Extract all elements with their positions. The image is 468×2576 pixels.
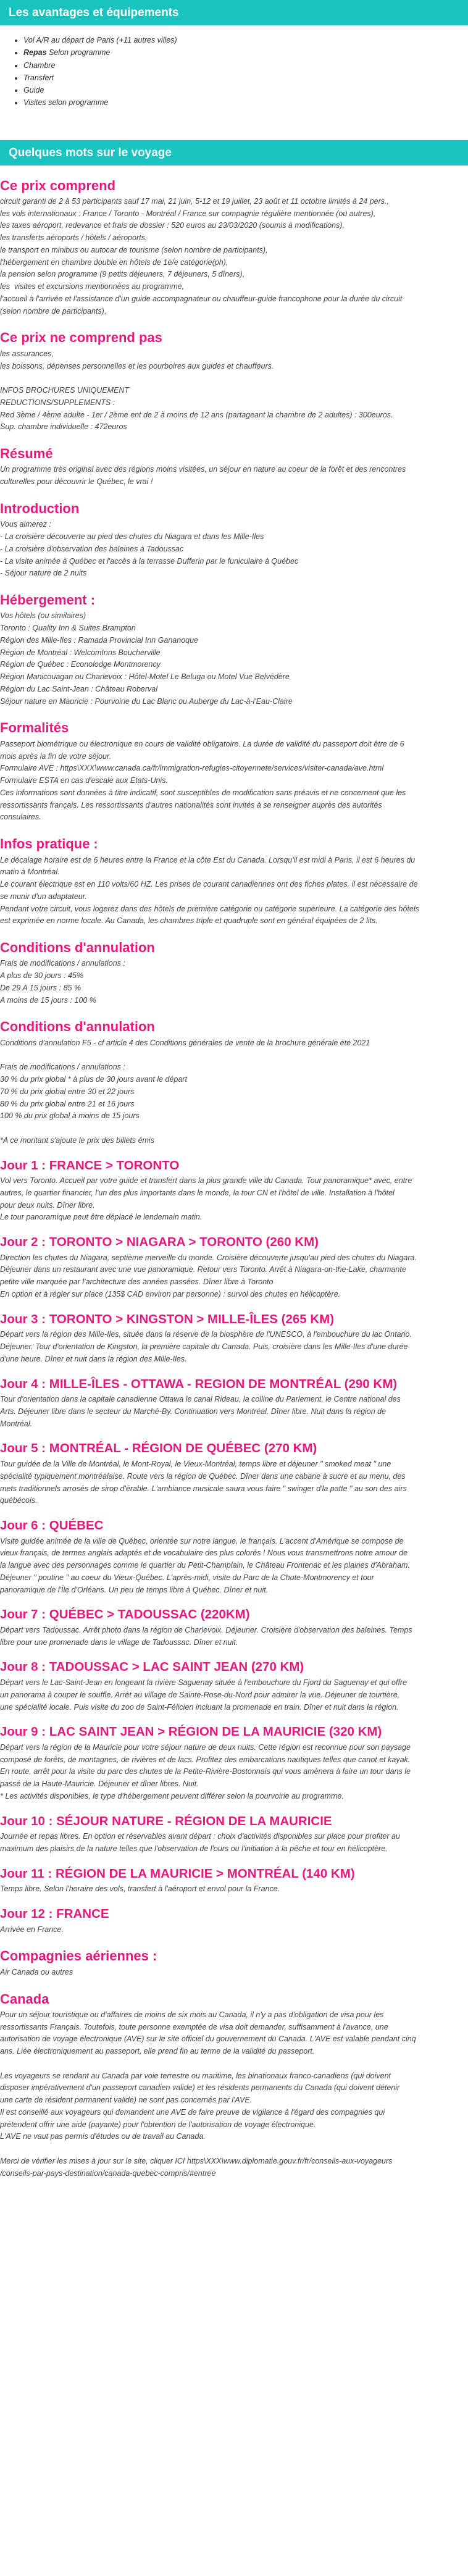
day-body: Direction les chutes du Niagara, septième merveille du monde. Croisière découverte jusqu'au pied des chutes du Niagara. Déjeuner dans un restaurant avec une vue panoramique. Retour vers Toronto. Arrêt à Niagara-on-the-Lake, charmante petite ville marquée par l'architecture des années passées. Dîner libre à Toronto En option et à régler sur place (135$ CAD environ par personne) : survol des chutes en hélicoptère. bbox=[0, 1253, 417, 1298]
advantage-item-bold: Repas bbox=[23, 48, 47, 57]
day-body: Départ vers la région de la Mauricie pour votre séjour nature de deux nuits. Cette région est reconnue pour son paysage composé de forêts, de montagnes, de rivières et de lacs. Profitez des embarcations nautiques telles que canot et kayak. En route, arrêt pour la visite du parc des chutes de la Petite-Rivière-Bostonnais qui vous amènera à faire un tour dans le passé de la Haute-Mauricie. Déjeuner et dîner libres. Nuit. * Les activités disponibles, le type d'hébergement peuvent différer selon la pourvoirie au programme. bbox=[0, 1742, 411, 1800]
section-body: Conditions d'annulation F5 - cf article 4 des Conditions générales de vente de la brochure générale été 2021 Frais de modifications / annulations : 30 % du prix global * à plus de 30 jours avant le départ 70 % du prix global entre 30 et 22 jours 80 % du prix global entre 21 et 16 jours 100 % du prix global à moins de 15 jours *A ce montant s'ajoute le prix des billets émis bbox=[0, 1038, 370, 1145]
day-body: Tour d'orientation dans la capitale canadienne Ottawa le canal Rideau, la colline du Parlement, le Centre national des Arts. Déjeuner libre dans le secteur du Marché-By. Continuation vers Montréal. Dîner libre. Nuit dans la région de Montréal. bbox=[0, 1395, 401, 1428]
day-body: Vol vers Toronto. Accueil par votre guide et transfert dans la plus grande ville du Canada. Tour panoramique* avec, entre autres, le quartier financier, l'un des plus importants dans le monde, la tour CN et l'hôtel de ville. Installation à l'hôtel pour deux nuits. Dîner libre. Le tour panoramique peut être déplacé le lendemain matin. bbox=[0, 1176, 412, 1222]
section-body: Air Canada ou autres bbox=[0, 1967, 73, 1976]
advantage-item-text: Chambre bbox=[23, 61, 56, 70]
section-body: Vous aimerez : - La croisière découverte au pied des chutes du Niagara et dans les Mille-Iles - La croisière d'observation des baleines à Tadoussac - La visite animée à Québec et l'accès à la terrasse Dufferin par le funiculaire à Québec - Séjour nature de 2 nuits bbox=[0, 520, 299, 578]
advantages-banner: Les avantages et équipements bbox=[0, 0, 468, 25]
advantage-item-text: Visites selon programme bbox=[23, 98, 109, 107]
advantage-item-text: Vol A/R au départ de Paris (+11 autres villes) bbox=[23, 36, 177, 45]
day-heading: Jour 7 : QUÉBEC > TADOUSSAC (220KM) bbox=[0, 1607, 250, 1622]
day-body: Journée et repas libres. En option et réservables avant départ : choix d'activités disponibles sur place pour profiter au maximum des plaisirs de la nature telles que l'observation de l'ours ou l'initiation à la pêche et tour en hélicoptère. bbox=[0, 1832, 400, 1853]
section-body: Le décalage horaire est de 6 heures entre la France et la côte Est du Canada. Lorsqu'il est midi à Paris, il est 6 heures du matin à Montréal. Le courant électrique est en 110 volts/60 HZ. Les prises de courant canadiennes ont des fiches plates, il est nécessaire de se munir d'un adaptateur. Pendant votre circuit, vous logerez dans des hôtels de première catégorie ou catégorie supérieure. La catégorie des hôtels est exprimée en norme locale. Au Canada, les chambres triple et quadruple sont en général équipées de 2 lits. bbox=[0, 855, 419, 926]
section-heading: Canada bbox=[0, 1991, 49, 2007]
section-body: Passeport biométrique ou électronique en cours de validité obligatoire. La durée de validité du passeport doit être de 6 mois après la fin de votre séjour. Formulaire AVE : https\XXX\www.canada.ca/fr/immigration-refugies-citoyennete/services/visiter-canada/ave.html Formulaire ESTA en cas d'escale aux Etats-Unis. Ces informations sont données à titre indicatif, sont susceptibles de modification sans préavis et ne concernent que les ressortissants français. Les ressortissants d'autres nationalités sont invités à se renseigner auprès des autorités consulaires. bbox=[0, 739, 406, 822]
section-heading: Formalités bbox=[0, 720, 69, 736]
day-heading: Jour 6 : QUÉBEC bbox=[0, 1518, 104, 1533]
day-body: Arrivée en France. bbox=[0, 1925, 64, 1934]
advantage-item bbox=[23, 59, 468, 72]
day-heading: Jour 4 : MILLE-ÎLES - OTTAWA - REGION DE MONTRÉAL (290 KM) bbox=[0, 1376, 398, 1391]
section-body: Vos hôtels (ou similaires) Toronto : Quality Inn & Suites Brampton Région des Mille-Iles : Ramada Provincial Inn Gananoque Région de Montréal : WelcomInns Boucherville Région de Québec : Econolodge Montmorency Région Manicouagan ou Charlevoix : Hôtel-Motel Le Beluga ou Motel Vue Belvédère Région du Lac Saint-Jean : Château Roberval Séjour nature en Mauricie : Pourvoirie du Lac Blanc ou Auberge du Lac-à-l'Eau-Claire bbox=[0, 611, 293, 706]
about-banner: Quelques mots sur le voyage bbox=[0, 140, 468, 165]
day-heading: Jour 3 : TORONTO > KINGSTON > MILLE-ÎLES (265 KM) bbox=[0, 1311, 335, 1326]
advantage-item bbox=[23, 46, 468, 59]
day-body: Temps libre. Selon l'horaire des vols, transfert à l'aéroport et envol pour la France. bbox=[0, 1884, 280, 1894]
advantage-item bbox=[23, 84, 468, 96]
section-heading: Ce prix comprend bbox=[0, 177, 116, 193]
advantage-item bbox=[23, 34, 468, 46]
day-heading: Jour 10 : SÉJOUR NATURE - RÉGION DE LA MAURICIE bbox=[0, 1813, 332, 1828]
section-heading: Infos pratique : bbox=[0, 836, 98, 852]
day-body: Départ vers le Lac-Saint-Jean en longeant la rivière Saguenay située à l'embouchure du Fjord du Saguenay et qui offre un panorama à couper le souffle. Arrêt au village de Sainte-Rose-du-Nord pour admirer la vue. Déjeuner de tourtière, une spécialité locale. Puis visite du zoo de Saint-Félicien incluant la promenade en train. Dîner et nuit dans la région. bbox=[0, 1678, 407, 1712]
day-body: Départ vers la région des Mille-Iles, située dans la réserve de la biosphère de l'UNESCO, à l'embouchure du lac Ontario. Déjeuner. Tour d'orientation de Kingston, la première capitale du Canada. Puis, croisière dans les Mille-Iles d'une durée d'une heure. Dîner et nuit dans la région des Mille-Iles. bbox=[0, 1330, 412, 1363]
day-body: Tour guidée de la Ville de Montréal, le Mont-Royal, le Vieux-Montréal, temps libre et déjeuner " smoked meat " une spécialité typiquement montréalaise. Route vers la région de Québec. Dîner dans une cabane à sucre et au menu, des mets traditionnels arrosés de sirop d'érable. L'ambiance musicale saura vous faire " swinger d'la patte " au son des airs québécois. bbox=[0, 1460, 407, 1505]
section-body: Un programme très original avec des régions moins visitées, un séjour en nature au coeur de la forêt et des rencontres culturelles pour découvrir le Québec, le vrai ! bbox=[0, 465, 406, 487]
section-heading: Compagnies aériennes : bbox=[0, 1948, 157, 1964]
advantage-item bbox=[23, 96, 468, 109]
advantage-item-text: Guide bbox=[23, 86, 44, 95]
section-body: Pour un séjour touristique ou d'affaires de moins de six mois au Canada, il n'y a pas d'obligation de visa pour les ressortissants Français. Toutefois, toute personne exemptée de visa doit demander, suffisamment à l'avance, une autorisation de voyage électronique (AVE) sur le site officiel du gouvernement du Canada. L'AVE est valable pendant cinq ans. Liée électroniquement au passeport, elle prend fin au terme de la validité du passeport. Les voyageurs se rendant au Canada par voie terrestre ou maritime, les binationaux franco-canadiens (qui doivent disposer impérativement d'un passeport canadien valide) et les résidents permanents du Canada (qui doivent détenir une carte de résident permanent valide) ne sont pas concernés par l'AVE. Il est conseillé aux voyageurs qui demandent une AVE de faire preuve de vigilance à l'égard des compagnies qui prétendent offrir une aide (payante) pour l'obtention de l'autorisation de voyage électronique. L'AVE ne vaut pas permis d'études ou de travail au Canada. Merci de vérifier les mises à jour sur le site, cliquer ICI https\XXX\www.diplomatie.gouv.fr/fr/conseils-aux-voyageurs /conseils-par-pays-destination/canada-quebec-compris/#entree bbox=[0, 2010, 416, 2178]
advantage-item-text: Selon programme bbox=[46, 48, 111, 57]
section-body: Frais de modifications / annulations : A plus de 30 jours : 45% De 29 A 15 jours : 85 % A moins de 15 jours : 100 % bbox=[0, 959, 125, 1005]
section-body: les assurances, les boissons, dépenses personnelles et les pourboires aux guides et chauffeurs. INFOS BROCHURES UNIQUEMENT REDUCTIONS/SUPPLEMENTS : Red 3ème / 4ème adulte - 1er / 2ème ent de 2 à moins de 12 ans (partageant la chambre de 2 adultes) : 300euros. Sup. chambre individuelle : 472euros bbox=[0, 349, 393, 432]
day-heading: Jour 9 : LAC SAINT JEAN > RÉGION DE LA MAURICIE (320 KM) bbox=[0, 1725, 382, 1739]
section-heading: Conditions d'annulation bbox=[0, 1019, 155, 1035]
day-body: Départ vers Tadoussac. Arrêt photo dans la région de Charlevoix. Déjeuner. Croisière d'observation des baleines. Temps libre pour une promenade dans le village de Tadoussac. Dîner et nuit. bbox=[0, 1625, 412, 1647]
advantages-list bbox=[0, 25, 468, 115]
day-heading: Jour 5 : MONTRÉAL - RÉGION DE QUÉBEC (270 KM) bbox=[0, 1441, 317, 1456]
day-heading: Jour 11 : RÉGION DE LA MAURICIE > MONTRÉAL (140 KM) bbox=[0, 1866, 355, 1881]
section-heading: Ce prix ne comprend pas bbox=[0, 330, 162, 346]
advantage-item bbox=[23, 72, 468, 84]
section-heading: Résumé bbox=[0, 446, 53, 462]
trip-content bbox=[0, 165, 468, 2199]
day-heading: Jour 8 : TADOUSSAC > LAC SAINT JEAN (270 KM) bbox=[0, 1660, 304, 1675]
day-heading: Jour 1 : FRANCE > TORONTO bbox=[0, 1158, 180, 1173]
section-body: circuit garanti de 2 à 53 participants sauf 17 mai, 21 juin, 5-12 et 19 juillet, 23 août et 11 octobre limités à 24 pers., les vols internationaux : France / Toronto - Montréal / France sur compagnie régulière mentionnée (ou autres), les taxes aéroport, redevance et frais de dossier : 520 euros au 23/03/2020 (soumis à modifications), les transferts aéroports / hôtels / aéroports, le transport en minibus ou autocar de tourisme (selon nombre de participants), l'hébergement en chambre double en hôtels de 1è/e catégorie(ph), la pension selon programme (9 petits déjeuners, 7 déjeuners, 5 dîners), les visites et excursions mentionnées au programme, l'accueil à l'arrivée et l'assistance d'un guide accompagnateur ou chauffeur-guide francophone pour la durée du circuit (selon nombre de participants), bbox=[0, 196, 403, 316]
section-heading: Hébergement : bbox=[0, 592, 96, 608]
day-heading: Jour 2 : TORONTO > NIAGARA > TORONTO (260 KM) bbox=[0, 1235, 319, 1250]
section-heading: Introduction bbox=[0, 500, 80, 516]
advantage-item-text: Transfert bbox=[23, 73, 54, 82]
day-heading: Jour 12 : FRANCE bbox=[0, 1907, 109, 1922]
section-heading: Conditions d'annulation bbox=[0, 940, 155, 956]
day-body: Visite guidée animée de la ville de Québec, orientée sur notre langue, le français. L'accent d'Amérique se compose de vieux français, de termes anglais adaptés et de vocabulaire des plus colorés ! Nous vous transmettrons notre amour de la langue avec des personnages comme le quartier du Petit-Champlain, le Château Frontenac et les plaines d'Abraham. Déjeuner " poutine " au coeur du Vieux-Québec. L'après-midi, visite du Parc de la Chute-Montmorency et tour panoramique de l'Île d'Orléans. Un peu de temps libre à Québec. Dîner et nuit. bbox=[0, 1536, 410, 1594]
